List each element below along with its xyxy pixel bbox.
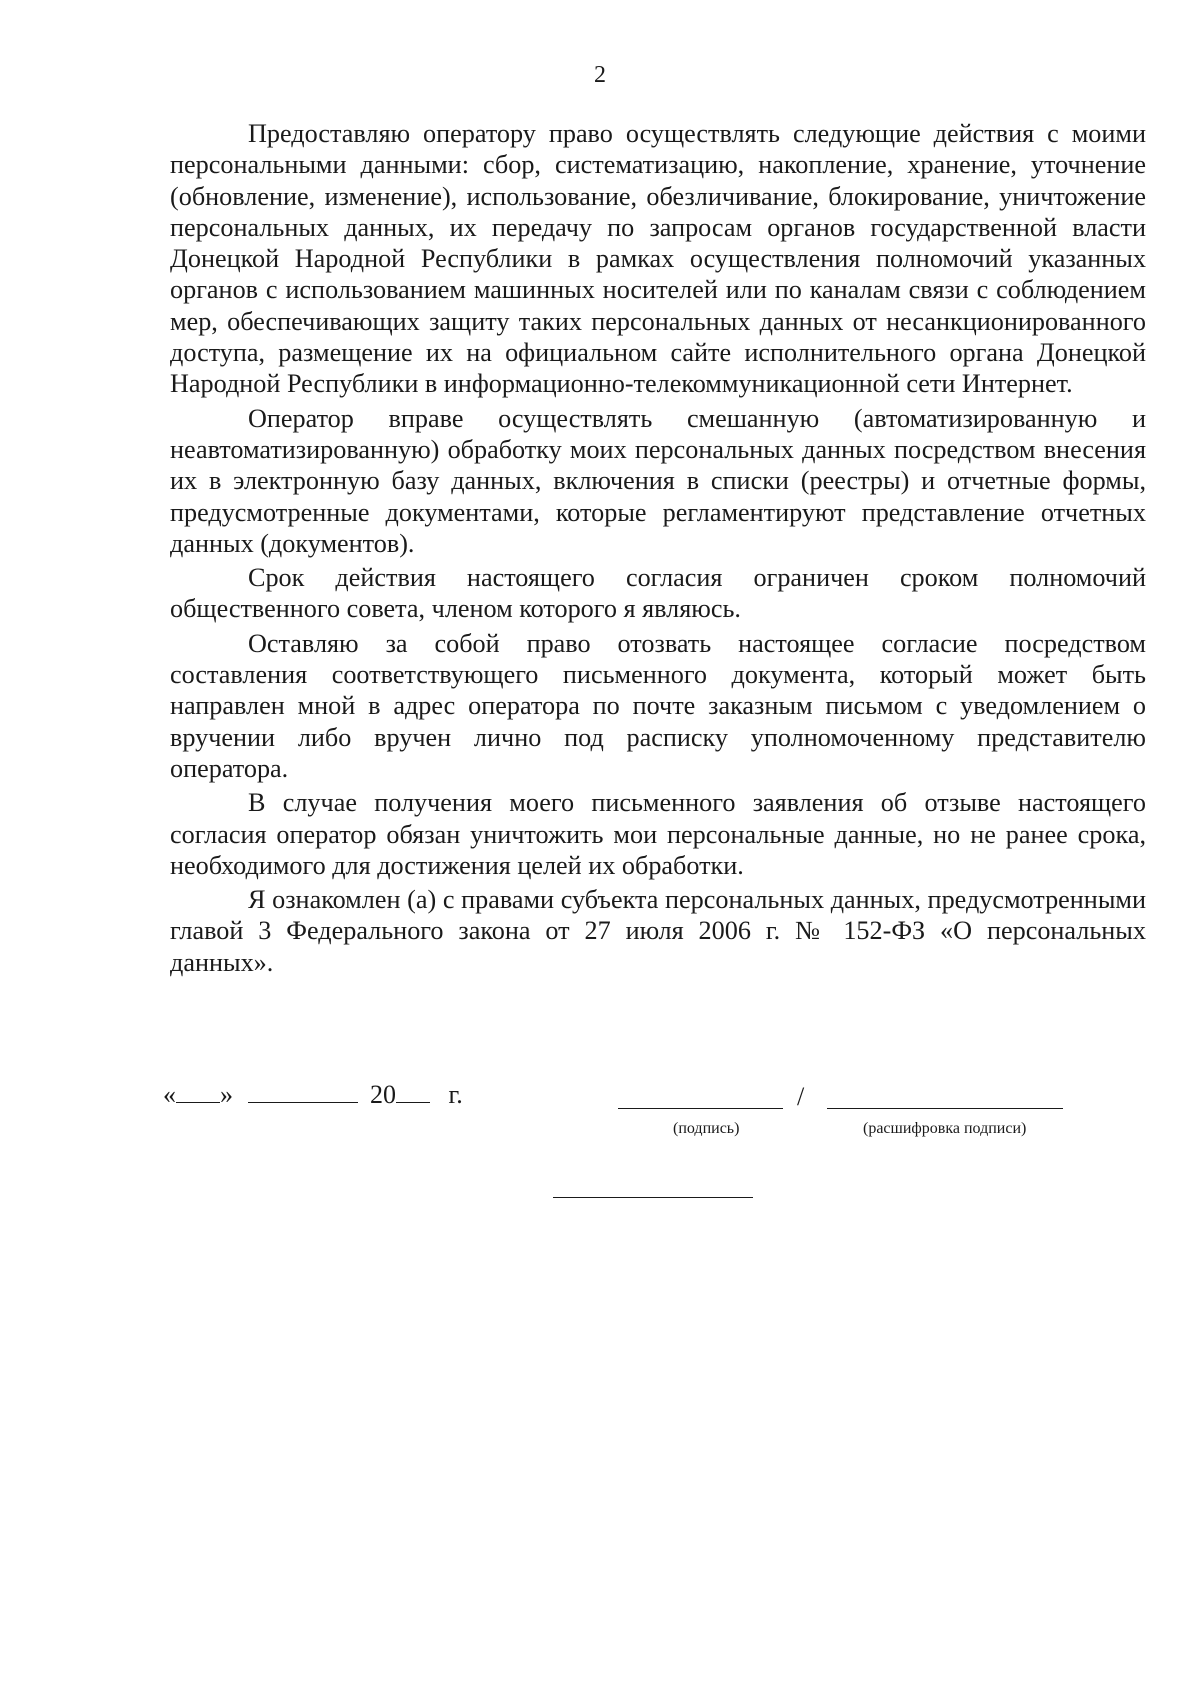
date-close-quote: »: [220, 1080, 233, 1109]
signature-slash: /: [797, 1082, 805, 1111]
signature-line: [618, 1108, 783, 1109]
year-suffix: г.: [448, 1080, 463, 1109]
signature-decoding-line: [827, 1108, 1063, 1109]
consent-body: [170, 118, 1146, 981]
year-blank: [396, 1080, 430, 1103]
paragraph-processing-mode: Оператор вправе осуществлять смешанную (автоматизированную и неавтоматизированную) обработку моих персональных данных посредством внесения их в электронную базу данных, включения в списки (реестры) и отчетные формы, предусмотренные документами, которые регламентируют представление отчетных данных (документов).: [170, 403, 1146, 558]
paragraph-acknowledgement: Я ознакомлен (а) с правами субъекта персональных данных, предусмотренными главой 3 Федерального закона от 27 июля 2006 г. № 152-ФЗ «О персональных данных».: [170, 885, 1146, 977]
date-field: [163, 1080, 463, 1110]
day-blank: [176, 1080, 220, 1103]
paragraph-processing-rights: Предоставляю оператору право осуществлять следующие действия с моими персональными данными: сбор, систематизацию, накопление, хранение, уточнение (обновление, изменение), использование, обезличивание, блокирование, уничтожение персональных данных, их передачу по запросам органов государственной власти Донецкой Народной Республики в рамках осуществления полномочий указанных органов с использованием машинных носителей или по каналам связи с соблюдением мер, обеспечивающих защиту таких персональных данных от несанкционированного доступа, размещение их на официальном сайте исполнительного органа Донецкой Народной Республики в информационно-телекоммуникационной сети Интернет.: [170, 119, 1146, 399]
signature-decoding-caption: (расшифровка подписи): [863, 1120, 1027, 1137]
paragraph-withdrawal-consequence: В случае получения моего письменного заявления об отзыве настоящего согласия оператор обязан уничтожить мои персональные данные, но не ранее срока, необходимого для достижения целей их обработки.: [170, 788, 1146, 880]
year-prefix: 20: [370, 1080, 396, 1109]
signature-block: [163, 1080, 1083, 1140]
end-separator-line: [553, 1197, 753, 1198]
signature-caption: (подпись): [673, 1120, 740, 1137]
paragraph-withdrawal-right: Оставляю за собой право отозвать настоящее согласие посредством составления соответствующего письменного документа, который может быть направлен мной в адрес оператора по почте заказным письмом с уведомлением о вручении либо вручен лично под расписку уполномоченному представителю оператора.: [170, 628, 1146, 783]
month-blank: [248, 1080, 358, 1103]
page-number: 2: [594, 62, 606, 88]
paragraph-validity-term: Срок действия настоящего согласия ограничен сроком полномочий общественного совета, членом которого я являюсь.: [170, 563, 1146, 624]
date-open-quote: «: [163, 1080, 176, 1109]
